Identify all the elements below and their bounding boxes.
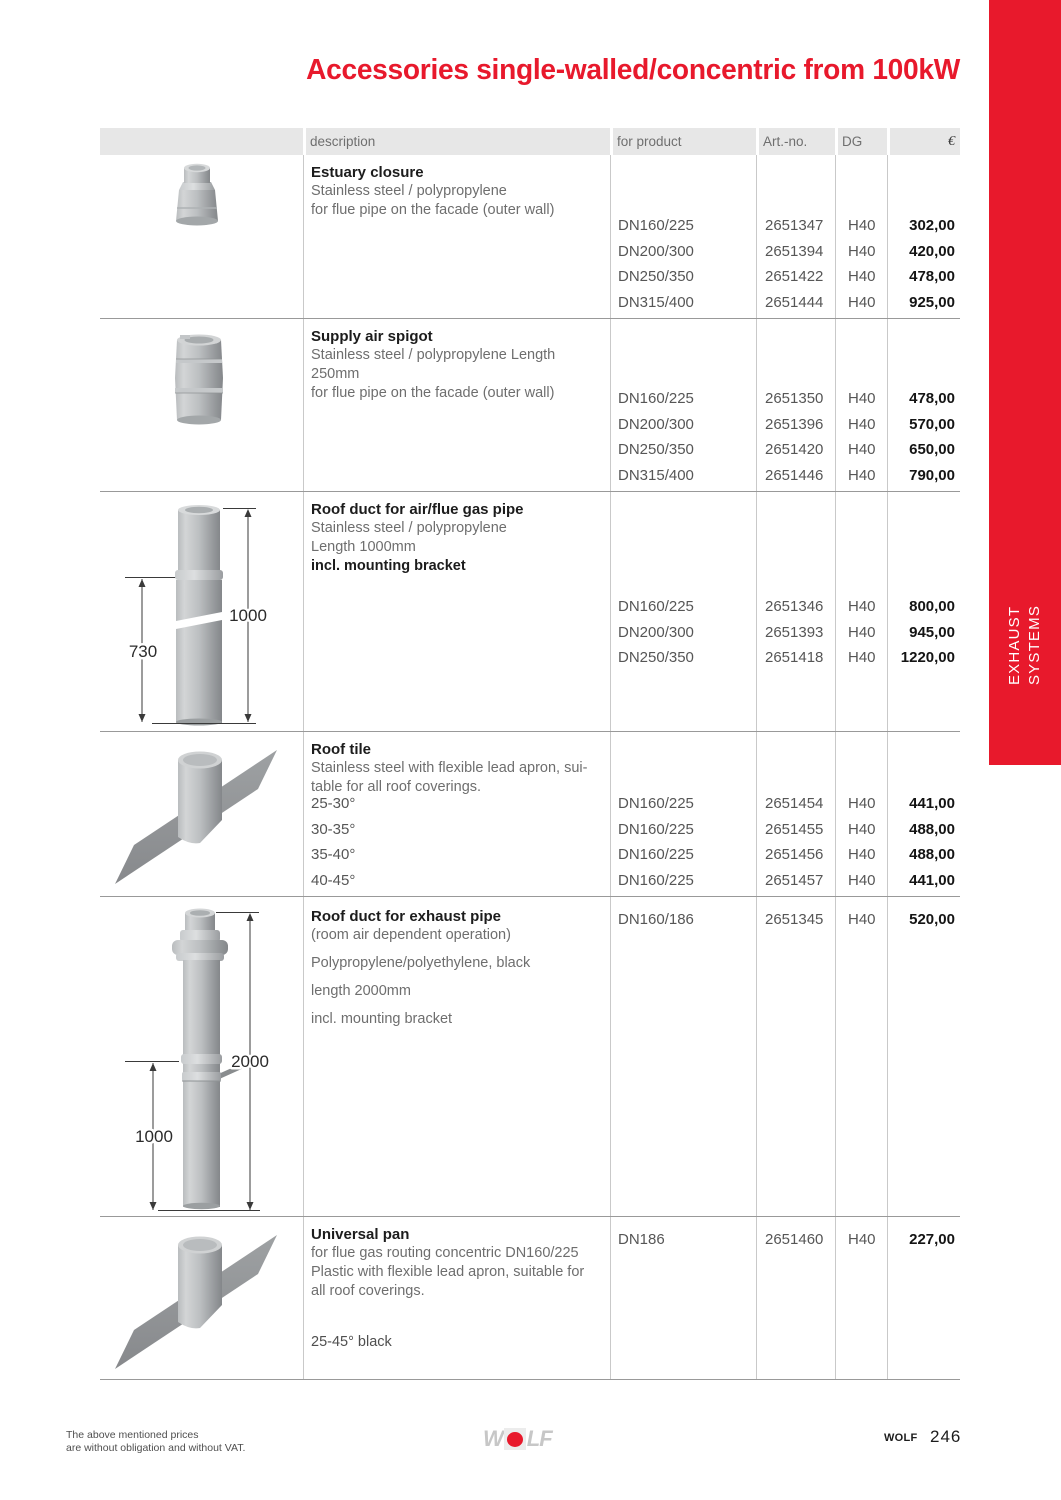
dimension-label: 730 xyxy=(128,642,158,661)
product-title: Roof tile xyxy=(311,741,371,758)
product-image-cell xyxy=(100,155,303,318)
product-description: Supply air spigot Stainless steel / polypropylene Length 250mm for flue pipe on the facade (outer wall) xyxy=(303,319,610,491)
dg-cell: H40 H40 H40 H40 xyxy=(835,732,887,896)
table-row xyxy=(100,732,960,897)
dg-cell: H40 H40 H40 H40 xyxy=(835,155,887,318)
art-no-cell: 2651346 2651393 2651418 xyxy=(756,492,835,731)
art-no-cell: 2651345 xyxy=(756,897,835,1216)
angle-variant-labels: 25-30° 30-35° 35-40° 40-45° xyxy=(311,795,356,889)
product-title: Roof duct for exhaust pipe xyxy=(311,908,502,925)
table-row xyxy=(100,897,960,1217)
price-cell: 800,00 945,00 1220,00 xyxy=(887,492,960,731)
section-tab xyxy=(989,0,1061,765)
column-header-currency: € xyxy=(887,128,960,155)
price-cell: 478,00 570,00 650,00 790,00 xyxy=(887,319,960,491)
price-disclaimer: The above mentioned prices are without obligation and without VAT. xyxy=(66,1429,246,1454)
roof-duct-air-flue-figure xyxy=(115,500,275,735)
roof-duct-exhaust-figure xyxy=(113,904,278,1214)
art-no-cell: 2651350 2651396 2651420 2651446 xyxy=(756,319,835,491)
art-no-cell: 2651454 2651455 2651456 2651457 xyxy=(756,732,835,896)
dimension-label: 2000 xyxy=(231,1052,269,1071)
art-no-cell: 2651347 2651394 2651422 2651444 xyxy=(756,155,835,318)
product-title: Roof duct for air/flue gas pipe xyxy=(311,501,524,518)
table-row xyxy=(100,1217,960,1380)
wolf-logo-dot xyxy=(507,1432,523,1447)
for-product-cell: DN186 xyxy=(610,1217,756,1379)
column-header-image xyxy=(100,128,303,155)
section-tab-label: EXHAUST SYSTEMS xyxy=(1006,604,1043,686)
for-product-cell: DN160/225 DN200/300 DN250/350 xyxy=(610,492,756,731)
product-image-cell xyxy=(100,492,303,731)
column-header-art-no: Art.-no. xyxy=(756,128,835,155)
page-number: 246 xyxy=(930,1427,962,1446)
product-image-cell xyxy=(100,732,303,896)
dimension-label: 1000 xyxy=(229,606,267,625)
product-description: Roof duct for air/flue gas pipe Stainless steel / polypropylene Length 1000mm incl. mounting bracket xyxy=(303,492,610,731)
price-cell: 302,00 420,00 478,00 925,00 xyxy=(887,155,960,318)
price-cell: 520,00 xyxy=(887,897,960,1216)
product-description: Estuary closure Stainless steel / polypropylene for flue pipe on the facade (outer wall) xyxy=(303,155,610,318)
dg-cell: H40 H40 H40 H40 xyxy=(835,319,887,491)
product-description: Roof duct for exhaust pipe (room air dependent operation) Polypropylene/polyethylene, black length 2000mm incl. mounting bracket xyxy=(303,897,610,1216)
table-row xyxy=(100,155,960,319)
footer-brand: WOLF xyxy=(884,1432,918,1444)
page-title: Accessories single-walled/concentric from 100kW xyxy=(306,54,960,86)
product-description: Universal pan for flue gas routing concentric DN160/225 Plastic with flexible lead apron, suitable for all roof coverings. 25-45° black xyxy=(303,1217,610,1379)
column-header-for-product: for product xyxy=(610,128,756,155)
product-image-cell xyxy=(100,319,303,491)
product-title: Universal pan xyxy=(311,1226,410,1243)
product-table xyxy=(100,128,960,1380)
product-image-cell xyxy=(100,897,303,1216)
art-no-cell: 2651460 xyxy=(756,1217,835,1379)
supply-air-spigot-figure xyxy=(167,332,231,428)
column-header-description: description xyxy=(303,128,610,155)
dg-cell: H40 H40 H40 xyxy=(835,492,887,731)
column-header-dg: DG xyxy=(835,128,887,155)
product-description: Roof tile Stainless steel with flexible lead apron, sui- table for all roof coverings. 25-30° 30-35° 35-40° 40-45° xyxy=(303,732,610,896)
dg-cell: H40 xyxy=(835,897,887,1216)
for-product-cell: DN160/186 xyxy=(610,897,756,1216)
product-title: Supply air spigot xyxy=(311,328,433,345)
for-product-cell: DN160/225 DN200/300 DN250/350 DN315/400 xyxy=(610,319,756,491)
table-row xyxy=(100,319,960,492)
table-row xyxy=(100,492,960,732)
product-title: Estuary closure xyxy=(311,164,424,181)
product-image-cell xyxy=(100,1217,303,1379)
for-product-cell: DN160/225 DN200/300 DN250/350 DN315/400 xyxy=(610,155,756,318)
roof-tile-figure xyxy=(110,740,295,892)
estuary-closure-figure xyxy=(162,161,232,231)
dg-cell: H40 xyxy=(835,1217,887,1379)
price-cell: 441,00 488,00 488,00 441,00 xyxy=(887,732,960,896)
for-product-cell: DN160/225 DN160/225 DN160/225 DN160/225 xyxy=(610,732,756,896)
universal-pan-figure xyxy=(110,1225,295,1377)
price-cell: 227,00 xyxy=(887,1217,960,1379)
dimension-label: 1000 xyxy=(135,1127,173,1146)
wolf-logo: W LF xyxy=(483,1426,552,1451)
table-header xyxy=(100,128,960,155)
